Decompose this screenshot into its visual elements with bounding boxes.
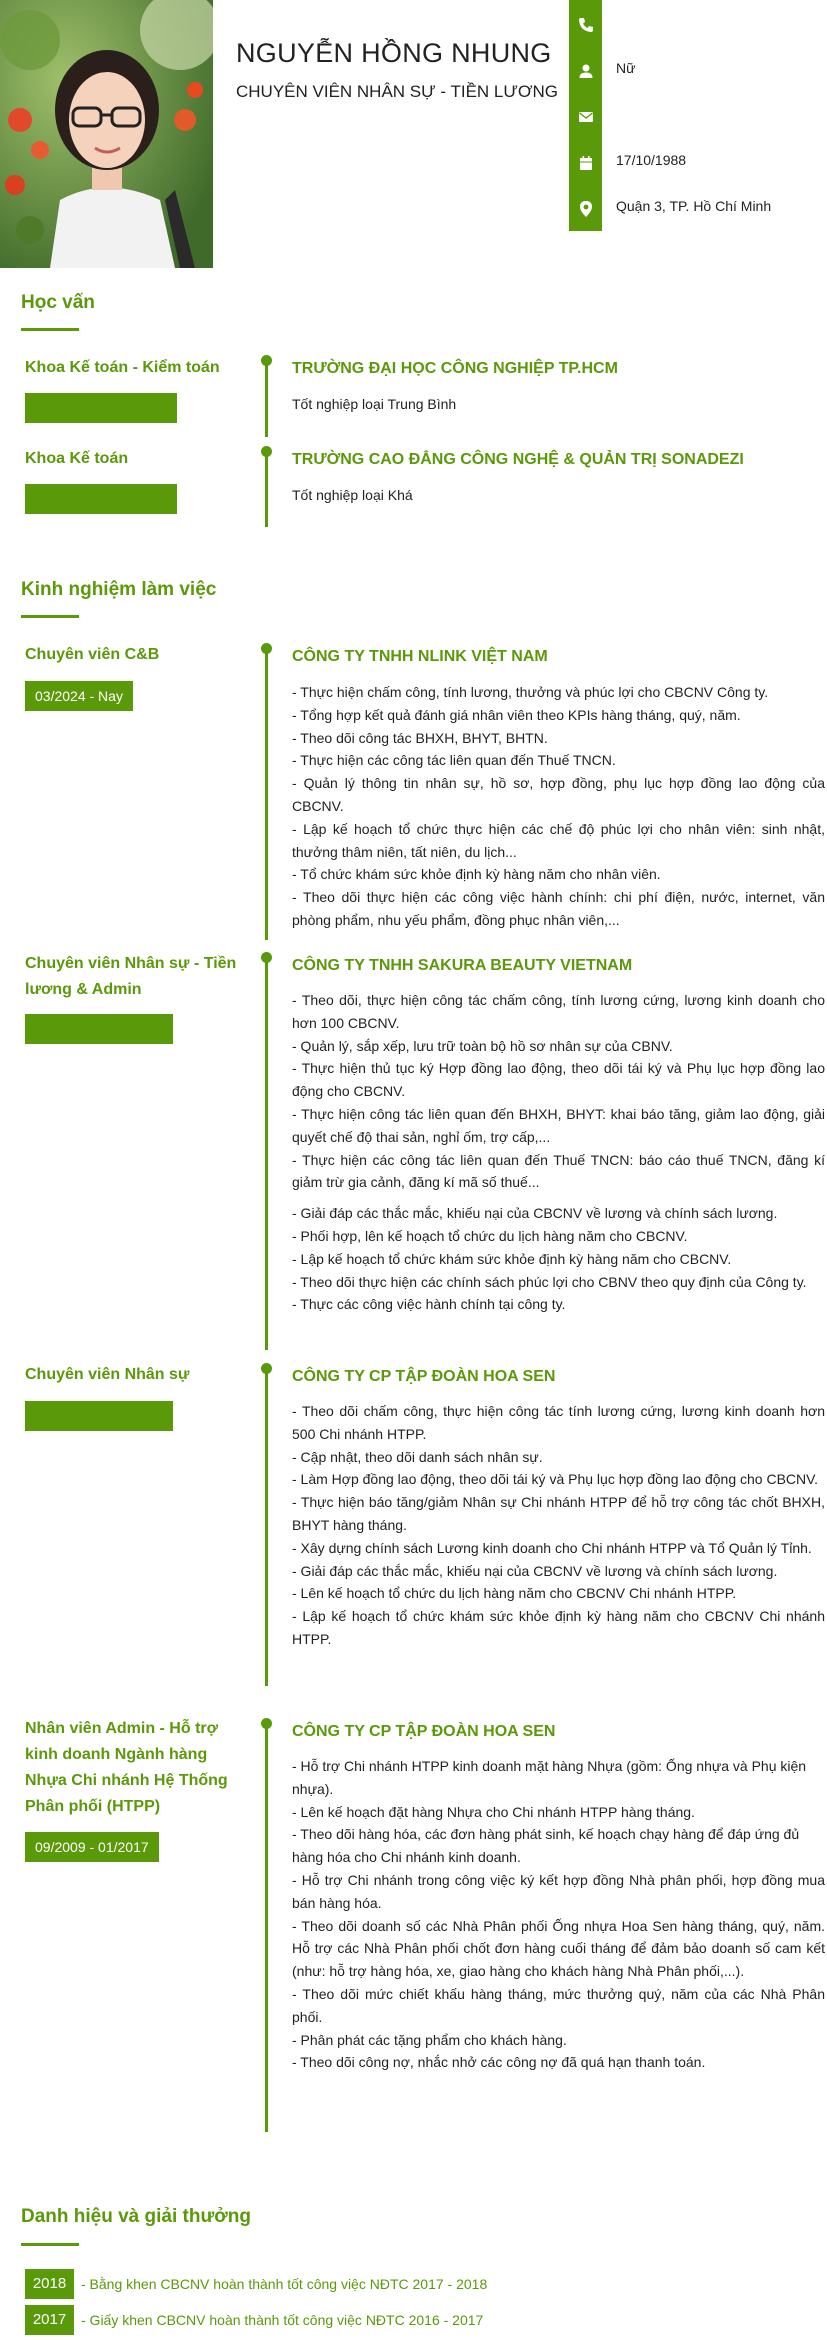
- contact-icon-bar: [569, 0, 602, 231]
- user-icon: [569, 48, 602, 94]
- calendar-icon: [569, 140, 602, 186]
- education-date-box: [25, 393, 177, 423]
- timeline-line: [265, 449, 268, 527]
- education-date-box: [25, 484, 177, 514]
- experience-description: [292, 989, 825, 1316]
- timeline-dot: [261, 952, 272, 963]
- description-line: - Theo dõi doanh số các Nhà Phân phối Ống nhựa Hoa Sen hàng tháng, quý, năm. Hỗ trợ các Nhà Phân phối chốt đơn hàng cuối tháng để đảm bảo doanh số cam kết (như: hỗ trợ hàng hóa, xe, giao hàng cho khách hàng Nhà Phân phối,...).: [292, 1917, 825, 1980]
- timeline-line: [265, 358, 268, 437]
- education-title-underline: [21, 328, 79, 331]
- candidate-name: NGUYỄN HỒNG NHUNG: [236, 38, 552, 68]
- timeline-line: [265, 1721, 268, 2132]
- timeline-dot: [261, 1718, 272, 1729]
- timeline-line: [265, 1366, 268, 1686]
- experience-date: 09/2009 - 01/2017: [25, 1832, 159, 1862]
- timeline-dot: [261, 355, 272, 366]
- phone-icon: [569, 2, 602, 48]
- education-major: Khoa Kế toán: [25, 450, 129, 467]
- description-line: - Hỗ trợ Chi nhánh trong công việc ký kết hợp đồng Nhà phân phối, hợp đồng mua bán hàng hóa.: [292, 1871, 825, 1911]
- experience-description: [292, 1400, 825, 1651]
- experience-company: CÔNG TY TNHH SAKURA BEAUTY VIETNAM: [292, 957, 633, 974]
- description-line: - Theo dõi chấm công, thực hiện công tác tính lương cứng, lương kinh doanh hơn 500 Chi nhánh HTPP.: [292, 1403, 825, 1442]
- award-text: - Giấy khen CBCNV hoàn thành tốt công việc NĐTC 2016 - 2017: [81, 2312, 484, 2328]
- experience-section-title: Kinh nghiệm làm việc: [21, 579, 217, 600]
- description-line: - Tổng hợp kết quả đánh giá nhân viên theo KPIs hàng tháng, quý, năm.: [292, 706, 741, 723]
- description-line: - Theo dõi hàng hóa, các đơn hàng phát sinh, kế hoạch chạy hàng để đáp ứng đủ: [292, 1826, 800, 1843]
- description-line: - Giải đáp các thắc mắc, khiếu nại của CBCNV về lương và chính sách lương.: [292, 1205, 778, 1222]
- description-line: - Cập nhật, theo dõi danh sách nhân sự.: [292, 1448, 543, 1465]
- education-section-title: Học vấn: [21, 292, 95, 313]
- description-line: - Thực các công việc hành chính tại công ty.: [292, 1296, 566, 1313]
- awards-title-underline: [21, 2243, 79, 2246]
- timeline-dot: [261, 446, 272, 457]
- experience-position: Chuyên viên C&B: [25, 646, 160, 663]
- award-year: 2017: [25, 2305, 74, 2335]
- experience-description: [292, 1755, 825, 2074]
- description-line: - Thực hiện chấm công, tính lương, thưởng và phúc lợi cho CBCNV Công ty.: [292, 684, 769, 700]
- description-line: hàng hóa cho Chi nhánh kinh doanh.: [292, 1849, 521, 1866]
- description-spacer: [292, 1194, 825, 1202]
- description-line: - Thực hiện các công tác liên quan đến Thuế TNCN: báo cáo thuế TNCN, đăng kí giảm trừ gia cảnh, đăng kí mã số thuế...: [292, 1151, 825, 1191]
- description-line: - Thực hiện thủ tục ký Hợp đồng lao động, theo dõi tái ký và Phụ lục hợp đồng lao động cho CBCNV.: [292, 1060, 825, 1100]
- experience-date: [25, 1401, 173, 1431]
- description-line: - Thực hiện các công tác liên quan đến Thuế TNCN.: [292, 752, 616, 769]
- timeline-line: [265, 955, 268, 1350]
- description-line: - Lập kế hoạch tổ chức khám sức khỏe định kỳ hàng năm cho CBCNV Chi nhánh HTPP.: [292, 1608, 825, 1647]
- experience-title-underline: [21, 615, 79, 618]
- experience-date: [25, 1014, 173, 1044]
- description-line: - Xây dựng chính sách Lương kinh doanh cho Chi nhánh HTPP và Tổ Quản lý Tỉnh.: [292, 1539, 812, 1556]
- description-line: - Phối hợp, lên kế hoạch tổ chức du lịch hàng năm cho CBCNV.: [292, 1227, 688, 1244]
- education-school: TRƯỜNG ĐẠI HỌC CÔNG NGHIỆP TP.HCM: [292, 360, 618, 377]
- birthdate-value: 17/10/1988: [616, 152, 687, 168]
- education-detail: Tốt nghiệp loại Trung Bình: [292, 396, 457, 412]
- experience-position: Chuyên viên Nhân sự - Tiền lương & Admin: [25, 955, 237, 998]
- candidate-job-title: CHUYÊN VIÊN NHÂN SỰ - TIỀN LƯƠNG: [236, 82, 558, 101]
- description-line: - Quản lý thông tin nhân sự, hồ sơ, hợp đồng, phụ lục hợp đồng lao động của CBCNV.: [292, 775, 825, 814]
- profile-header: [0, 0, 827, 268]
- description-line: - Làm Hợp đồng lao động, theo dõi tái ký và Phụ lục hợp đồng lao động cho CBCNV.: [292, 1471, 819, 1488]
- description-line: - Lên kế hoạch đặt hàng Nhựa cho Chi nhánh HTPP hàng tháng.: [292, 1803, 695, 1820]
- description-line: - Thực hiện công tác liên quan đến BHXH, BHYT: khai báo tăng, giảm lao động, giải quyết chế độ thai sản, nghỉ ốm, trợ cấp,...: [292, 1105, 825, 1145]
- experience-description: [292, 681, 825, 932]
- award-year: 2018: [25, 2269, 74, 2299]
- timeline-dot: [261, 643, 272, 654]
- award-text: - Bằng khen CBCNV hoàn thành tốt công việc NĐTC 2017 - 2018: [81, 2276, 488, 2292]
- education-school: TRƯỜNG CAO ĐẲNG CÔNG NGHỆ & QUẢN TRỊ SONADEZI: [292, 451, 744, 468]
- experience-company: CÔNG TY CP TẬP ĐOÀN HOA SEN: [292, 1368, 556, 1385]
- description-line: - Lập kế hoạch tổ chức thực hiện các chế độ phúc lợi cho nhân viên: sinh nhật, thưởng thâm niên, tất niên, du lịch...: [292, 820, 825, 860]
- description-line: - Thực hiện báo tăng/giảm Nhân sự Chi nhánh HTPP để hỗ trợ công tác chốt BHXH, BHYT hàng tháng.: [292, 1494, 825, 1533]
- experience-position: Nhân viên Admin - Hỗ trợ kinh doanh Ngành hàng Nhựa Chi nhánh Hệ Thống Phân phối (HTPP): [25, 1720, 228, 1815]
- address-value: Quận 3, TP. Hồ Chí Minh: [616, 198, 772, 214]
- envelope-icon: [569, 94, 602, 140]
- description-line: nhựa).: [292, 1780, 334, 1797]
- description-line: - Theo dõi thực hiện các công việc hành chính: chi phí điện, nước, internet, văn phòng phẩm, nhu yếu phẩm, đồng phục nhân viên,...: [292, 889, 825, 928]
- awards-section-title: Danh hiệu và giải thưởng: [21, 2206, 251, 2227]
- description-line: - Giải đáp các thắc mắc, khiếu nại của CBCNV về lương và chính sách lương.: [292, 1562, 778, 1579]
- description-line: - Theo dõi thực hiện các chính sách phúc lợi cho CBNV theo quy định của Công ty.: [292, 1273, 807, 1290]
- timeline-line: [265, 646, 268, 940]
- gender-value: Nữ: [616, 60, 636, 76]
- profile-photo: [0, 0, 213, 268]
- timeline-dot: [261, 1363, 272, 1374]
- description-line: - Tổ chức khám sức khỏe định kỳ hàng năm cho nhân viên.: [292, 866, 661, 883]
- experience-company: CÔNG TY TNHH NLINK VIỆT NAM: [292, 648, 548, 665]
- description-line: - Theo dõi công tác BHXH, BHYT, BHTN.: [292, 729, 548, 746]
- description-line: - Quản lý, sắp xếp, lưu trữ toàn bộ hồ sơ nhân sự của CBNV.: [292, 1037, 673, 1054]
- description-line: - Theo dõi mức chiết khấu hàng tháng, mức thưởng quý, năm của các Nhà Phân phối.: [292, 1985, 825, 2025]
- description-line: - Lên kế hoạch tổ chức du lịch hàng năm cho CBCNV Chi nhánh HTPP.: [292, 1585, 737, 1602]
- experience-date: 03/2024 - Nay: [25, 681, 133, 711]
- description-line: - Phân phát các tặng phẩm cho khách hàng.: [292, 2031, 567, 2048]
- description-line: - Theo dõi công nợ, nhắc nhở các công nợ đã quá hạn thanh toán.: [292, 2054, 706, 2071]
- experience-position: Chuyên viên Nhân sự: [25, 1366, 190, 1383]
- map-marker-icon: [569, 186, 602, 232]
- education-major: Khoa Kế toán - Kiểm toán: [25, 359, 220, 376]
- education-detail: Tốt nghiệp loại Khá: [292, 487, 413, 503]
- description-line: - Theo dõi, thực hiện công tác chấm công, tính lương cứng, lương kinh doanh cho hơn 100 CBCNV.: [292, 992, 825, 1031]
- description-line: - Lập kế hoạch tổ chức khám sức khỏe định kỳ hàng năm cho CBCNV.: [292, 1250, 732, 1267]
- description-line: - Hỗ trợ Chi nhánh HTPP kinh doanh mặt hàng Nhựa (gồm: Ống nhựa và Phụ kiện: [292, 1758, 807, 1774]
- experience-company: CÔNG TY CP TẬP ĐOÀN HOA SEN: [292, 1723, 556, 1740]
